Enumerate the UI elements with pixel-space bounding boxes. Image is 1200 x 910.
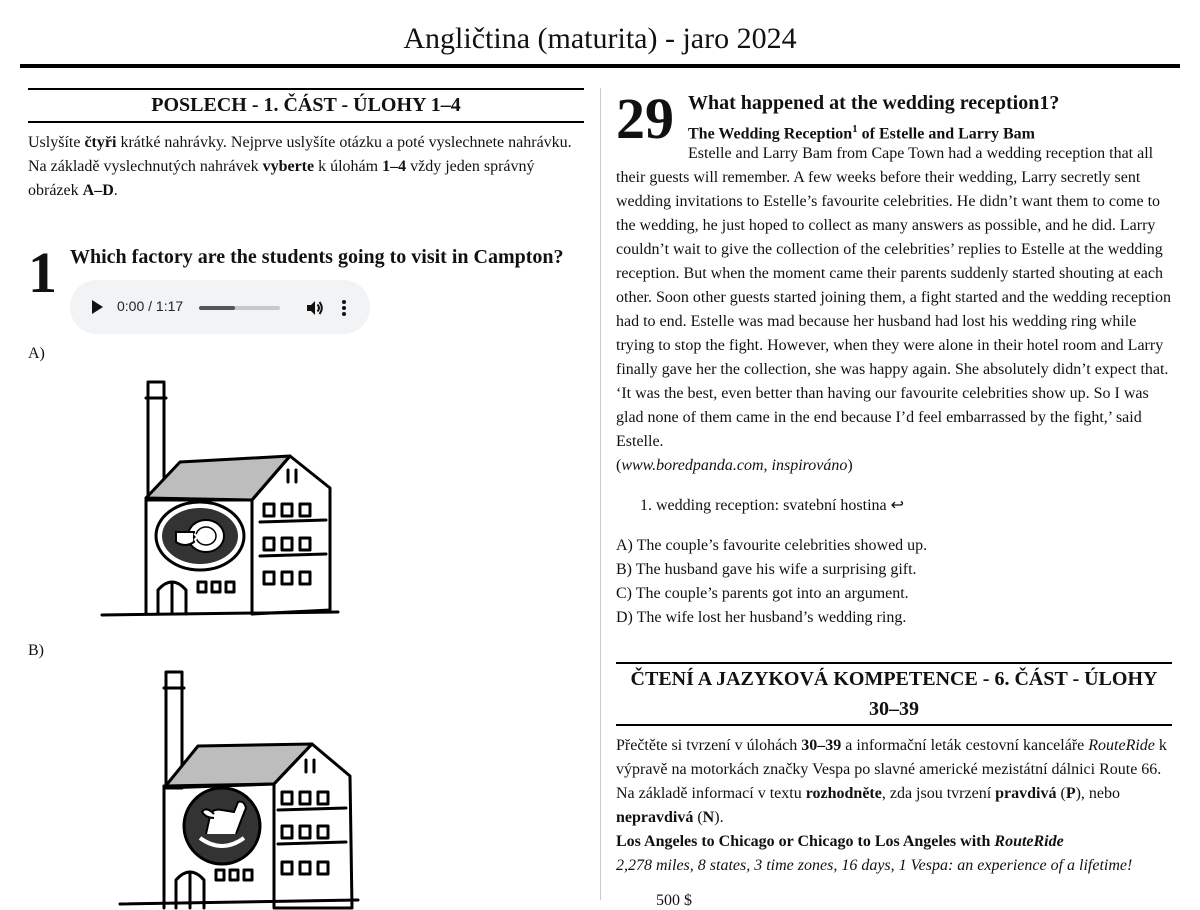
article-subtitle: The Wedding Reception$^1$ of Estelle and Larry Bam [688, 123, 1035, 143]
option-a-factory-image[interactable] [100, 378, 350, 620]
question-number: 29 [616, 86, 674, 151]
article-text: Estelle and Larry Bam from Cape Town had a wedding reception that all their guests will remember. A few weeks before their wedding, Larry secretly sent wedding invitations to Estelle’s favourite celebrities. He didn’t want them to come to the wedding, he just hoped to collect as many answers as possible, and he did. Larry couldn’t wait to give the collection of the celebrities’ replies to Estelle at the wedding reception. But when the moment came their parents suddenly started shouting at each other. Soon other guests started joining them, a fight started and the wedding reception had to end. Estelle was mad because her husband had lost his wedding ring while trying to stop the fight. However, when they were alone in their hotel room and Larry finally gave her the collection, she was happy again. She absolutely didn’t expect that. ‘It was the best, even better than having our favourite celebrities show up. So I was glad none of them came in the end because I’d feel embarrassed by the fight,’ said Estelle. [616, 145, 1171, 450]
more-options-icon[interactable] [340, 298, 348, 318]
answer-option-d[interactable]: D) The wife lost her husband’s wedding ring. [616, 609, 907, 626]
footnote-ref[interactable]: 1 [852, 123, 858, 135]
reading-part-6-heading: ČTENÍ A JAZYKOVÁ KOMPETENCE - 6. ČÁST - ÚLOHY 30–39 [616, 662, 1172, 726]
play-icon[interactable] [92, 300, 103, 314]
listening-instructions: Uslyšíte čtyři krátké nahrávky. Nejprve uslyšíte otázku a poté vyslechnete nahrávku. Na základě vyslechnutých nahrávek vyberte k úlohám 1–4 vždy jeden správný obrázek A–D. [28, 134, 572, 199]
listening-section [28, 88, 584, 203]
audio-time: 0:00 / 1:17 [117, 298, 184, 314]
page-title: Angličtina (maturita) - jaro 2024 [403, 22, 797, 55]
leaflet-subtitle: 2,278 miles, 8 states, 3 time zones, 16 days, 1 Vespa: an experience of a lifetime! [616, 857, 1133, 874]
option-b-factory-image[interactable] [118, 668, 368, 910]
audio-seek-bar[interactable] [199, 306, 280, 310]
audio-progress [199, 306, 235, 310]
answer-option-a[interactable]: A) The couple’s favourite celebrities showed up. [616, 537, 928, 554]
answer-options [616, 534, 927, 630]
title-rule [20, 64, 1180, 68]
answer-option-c[interactable]: C) The couple’s parents got into an argument. [616, 585, 909, 602]
volume-icon[interactable] [304, 298, 324, 318]
leaflet-title: Los Angeles to Chicago or Chicago to Los Angeles with RouteRide [616, 833, 1064, 850]
column-divider [600, 88, 601, 900]
option-a-label[interactable]: A) [28, 345, 45, 362]
leaflet-price: 500 $ [656, 892, 692, 909]
listening-heading: POSLECH - 1. ČÁST - ÚLOHY 1–4 [28, 88, 584, 123]
audio-player[interactable] [70, 280, 370, 334]
reading-part-6-instructions: Přečtěte si tvrzení v úlohách 30–39 a informační leták cestovní kanceláře RouteRide k výpravě na motorkách značky Vespa po slavné americké mezistátní dálnici Route 66. Na základě informací v textu rozhodněte, zda jsou tvrzení pravdivá (P), nebo nepravdivá (N). [616, 737, 1167, 826]
question-text: Which factory are the students going to visit in Campton? [70, 246, 564, 268]
option-b-label[interactable]: B) [28, 642, 44, 659]
article-source: (www.boredpanda.com, inspirováno) [616, 457, 853, 474]
question-number: 1 [28, 240, 57, 305]
footnote: 1. wedding reception: svatební hostina ↩ [640, 497, 905, 514]
answer-option-b[interactable]: B) The husband gave his wife a surprising gift. [616, 561, 917, 578]
reading-part-6 [616, 662, 1172, 878]
question-text: What happened at the wedding reception1? [688, 92, 1060, 114]
